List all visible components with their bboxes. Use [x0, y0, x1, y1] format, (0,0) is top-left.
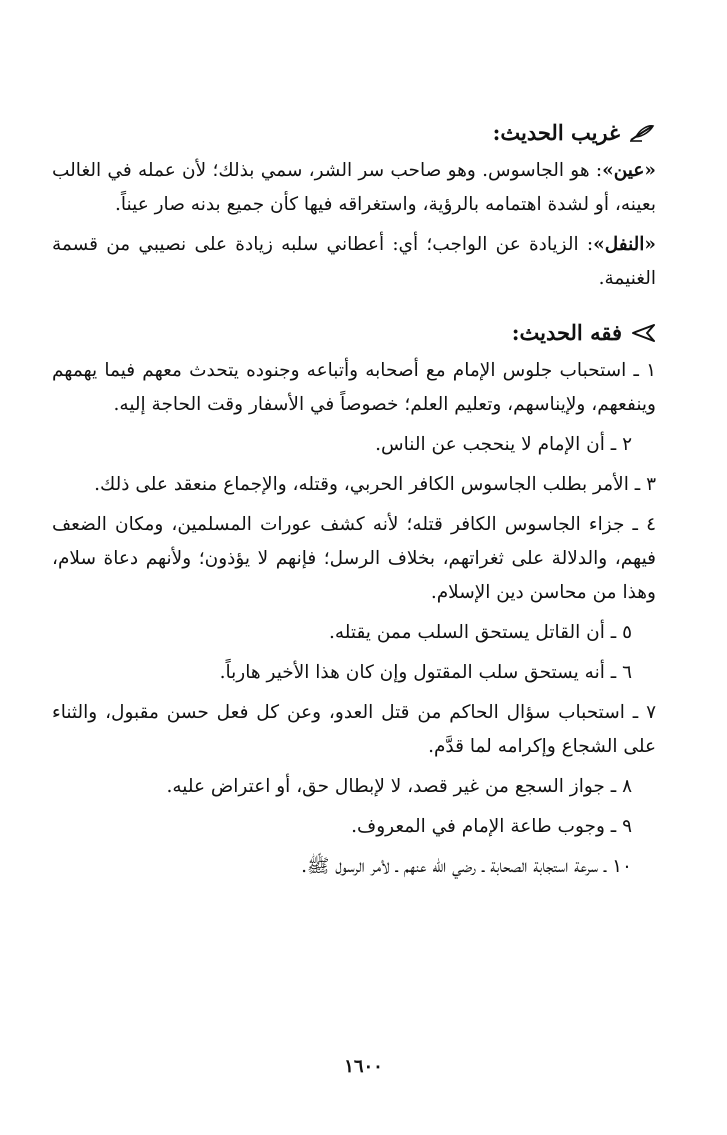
- term-ayn: «عين»: [602, 160, 656, 181]
- fiqh-heading: [52, 318, 656, 348]
- fiqh-item-2: ٢ ـ أن الإمام لا ينحجب عن الناس.: [375, 434, 632, 455]
- definition-nafl: : الزيادة عن الواجب؛ أي: أعطاني سلبه زيادة على نصيبي من قسمة الغنيمة.: [52, 234, 656, 289]
- arrow-left-icon: [630, 323, 656, 343]
- page-number: ١٦٠٠: [344, 1056, 383, 1077]
- fiqh-item-1: ١ ـ استحباب جلوس الإمام مع أصحابه وأتباعه وجنوده يتحدث معهم فيما يهمهم وينفعهم، ولإيناسهم، وتعليم العلم؛ خصوصاً في الأسفار وقت الحاجة إليه.: [52, 360, 656, 415]
- gharib-heading: [52, 118, 656, 148]
- fiqh-item-8: ٨ ـ جواز السجع من غير قصد، لا لإبطال حق، أو اعتراض عليه.: [166, 776, 632, 797]
- fiqh-item-7: ٧ ـ استحباب سؤال الحاكم من قتل العدو، وعن كل فعل حسن مقبول، والثناء على الشجاع وإكرامه لما قدَّم.: [52, 702, 656, 757]
- term-nafl: «النفل»: [593, 234, 656, 255]
- fiqh-item-4: ٤ ـ جزاء الجاسوس الكافر قتله؛ لأنه كشف عورات المسلمين، ومكان الضعف فيهم، والدلالة على ثغراتهم، بخلاف الرسل؛ فإنهم لا يؤذون؛ ولأنهم دعاة سلام، وهذا من محاسن دين الإسلام.: [52, 514, 656, 603]
- gharib-entry-nafl: [52, 228, 656, 296]
- fiqh-item-6: ٦ ـ أنه يستحق سلب المقتول وإن كان هذا الأخير هارباً.: [219, 662, 632, 683]
- fiqh-heading-text: فقه الحديث:: [511, 320, 622, 345]
- page-body: [52, 118, 656, 890]
- fiqh-item-3: ٣ ـ الأمر بطلب الجاسوس الكافر الحربي، وقتله، والإجماع منعقد على ذلك.: [94, 474, 656, 495]
- fiqh-item-10: ١٠ ـ سرعة استجابة الصحابة ـ رضي الله عنهم ـ لأمر الرسول ﷺ.: [301, 856, 632, 877]
- quill-pen-icon: [628, 123, 656, 143]
- gharib-heading-text: غريب الحديث:: [492, 120, 620, 145]
- gharib-entry-ayn: [52, 154, 656, 222]
- definition-ayn: : هو الجاسوس. وهو صاحب سر الشر، سمي بذلك؛ لأن عمله في الغالب بعينه، أو لشدة اهتمامه بالرؤية، واستغراقه فيها كأن جميع بدنه صار عيناً.: [52, 160, 656, 215]
- fiqh-item-9: ٩ ـ وجوب طاعة الإمام في المعروف.: [351, 816, 632, 837]
- fiqh-item-5: ٥ ـ أن القاتل يستحق السلب ممن يقتله.: [328, 622, 632, 643]
